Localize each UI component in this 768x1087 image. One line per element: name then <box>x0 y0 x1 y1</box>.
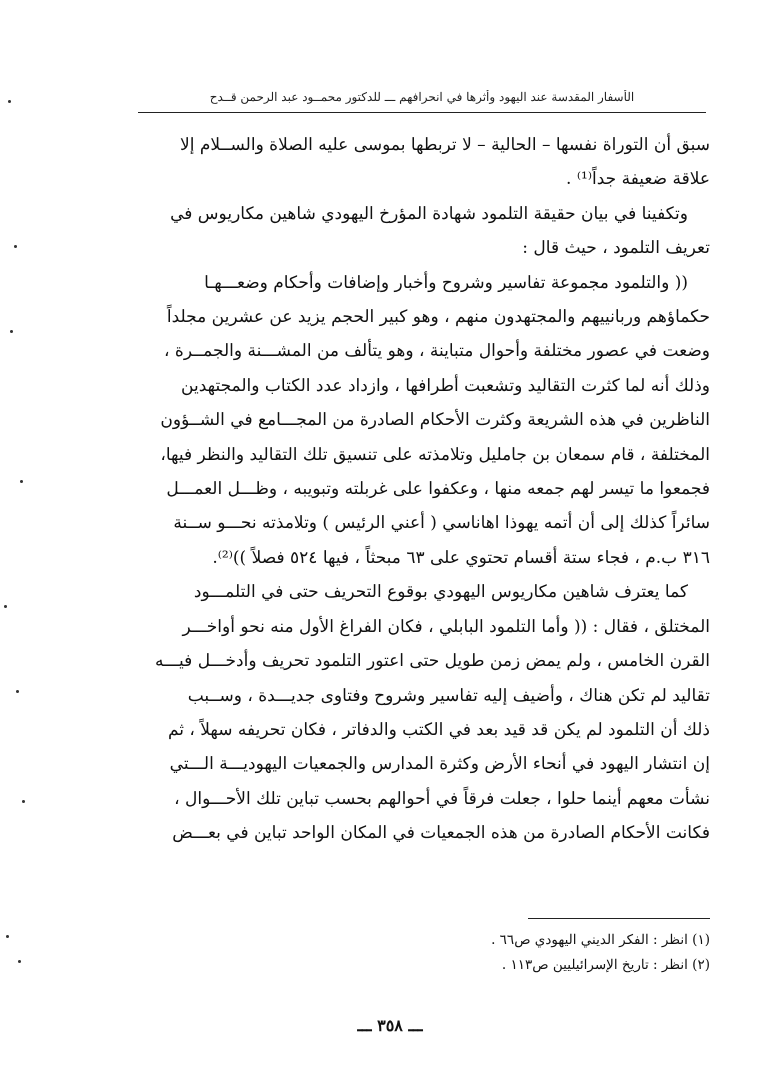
text-line: تقاليد لم تكن هناك ، وأضيف إليه تفاسير وشروح وفتاوى جديـــدة ، وســبب <box>187 685 710 706</box>
text-line: إن انتشار اليهود في أنحاء الأرض وكثرة المدارس والجمعيات اليهوديـــة الـــتي <box>169 754 710 775</box>
text-line: ٣١٦ ب.م ، فجاء ستة أقسام تحتوي على ٦٣ مبحثاً ، فيها ٥٢٤ فصلاً ))⁽²⁾. <box>212 547 710 568</box>
text-line: علاقة ضعيفة جداً⁽¹⁾ . <box>566 169 710 190</box>
text-line: كما يعترف شاهين مكاريوس اليهودي بوقوع التحريف حتى في التلمـــود <box>193 582 688 603</box>
text-line: المختلفة ، قام سمعان بن جامليل وتلامذته على تنسيق تلك التقاليد والنظر فيها، <box>160 444 710 465</box>
text-line: حكماؤهم وربانييهم والمجتهدون منهم ، وهو كبير الحجم يزيد عن عشرين مجلداً <box>166 307 710 328</box>
text-line: ذلك أن التلمود لم يكن قد قيد بعد في الكتب والدفاتر ، فكان تحريفه سهلاً ، ثم <box>167 719 710 740</box>
running-header: الأسفار المقدسة عند اليهود وأثرها في انحرافهم ـــ للدكتور محمــود عبد الرحمن قــدح <box>209 90 635 104</box>
scan-speck <box>10 330 13 333</box>
text-line: الناظرين في هذه الشريعة وكثرت الأحكام الصادرة من المجـــامع في الشــؤون <box>160 410 710 431</box>
text-line: (( والتلمود مجموعة تفاسير وشروح وأخبار وإضافات وأحكام وضعـــهـا <box>204 272 688 293</box>
text-line: المختلق ، فقال : (( وأما التلمود البابلي ، فكان الفراغ الأول منه نحو أواخـــر <box>182 616 710 637</box>
scan-speck <box>8 100 11 103</box>
text-line: فجمعوا ما تيسر لهم جمعه منها ، وعكفوا على غربلته وتبويبه ، وظـــل العمـــل <box>166 479 710 500</box>
text-line: وضعت في عصور مختلفة وأحوال متباينة ، وهو يتألف من المشـــنة والجمــرة ، <box>164 341 710 362</box>
scan-speck <box>20 480 23 483</box>
scan-speck <box>6 935 9 938</box>
text-line: تعريف التلمود ، حيث قال : <box>522 238 710 259</box>
main-text <box>130 128 710 851</box>
header-rule <box>138 112 706 113</box>
scan-speck <box>16 690 19 693</box>
footnote-2: (٢) انظر : تاريخ الإسرائيليين ص١١٣ . <box>501 957 710 973</box>
text-line: وذلك أنه لما كثرت التقاليد وتشعبت أطرافها ، وازداد عدد الكتاب والمجتهدين <box>181 375 710 396</box>
text-line: القرن الخامس ، ولم يمض زمن طويل حتى اعتور التلمود تحريف وأدخـــل فيـــه <box>155 651 710 672</box>
text-line: سبق أن التوراة نفسها – الحالية – لا تربطها بموسى عليه الصلاة والســلام إلا <box>180 135 710 155</box>
text-line: فكانت الأحكام الصادرة من هذه الجمعيات في المكان الواحد تباين في بعـــض <box>172 823 710 844</box>
scan-speck <box>4 605 7 608</box>
scan-speck <box>22 800 25 803</box>
text-line: نشأت معهم أينما حلوا ، جعلت فرقاً في أحوالهم بحسب تباين تلك الأحـــوال ، <box>174 788 710 809</box>
scan-speck <box>18 960 21 963</box>
scan-speck <box>14 245 17 248</box>
text-line: وتكفينا في بيان حقيقة التلمود شهادة المؤرخ اليهودي شاهين مكاريوس في <box>170 203 688 224</box>
footnote-1: (١) انظر : الفكر الديني اليهودي ص٦٦ . <box>491 932 710 948</box>
footnotes <box>300 928 710 978</box>
text-line: سائراً كذلك إلى أن أتمه يهوذا اهاناسي ( أعني الرئيس ) وتلامذته نحـــو ســنة <box>173 513 710 534</box>
page-number: ـــ ٣٥٨ ـــ <box>357 1016 423 1035</box>
footnote-rule <box>528 918 710 919</box>
